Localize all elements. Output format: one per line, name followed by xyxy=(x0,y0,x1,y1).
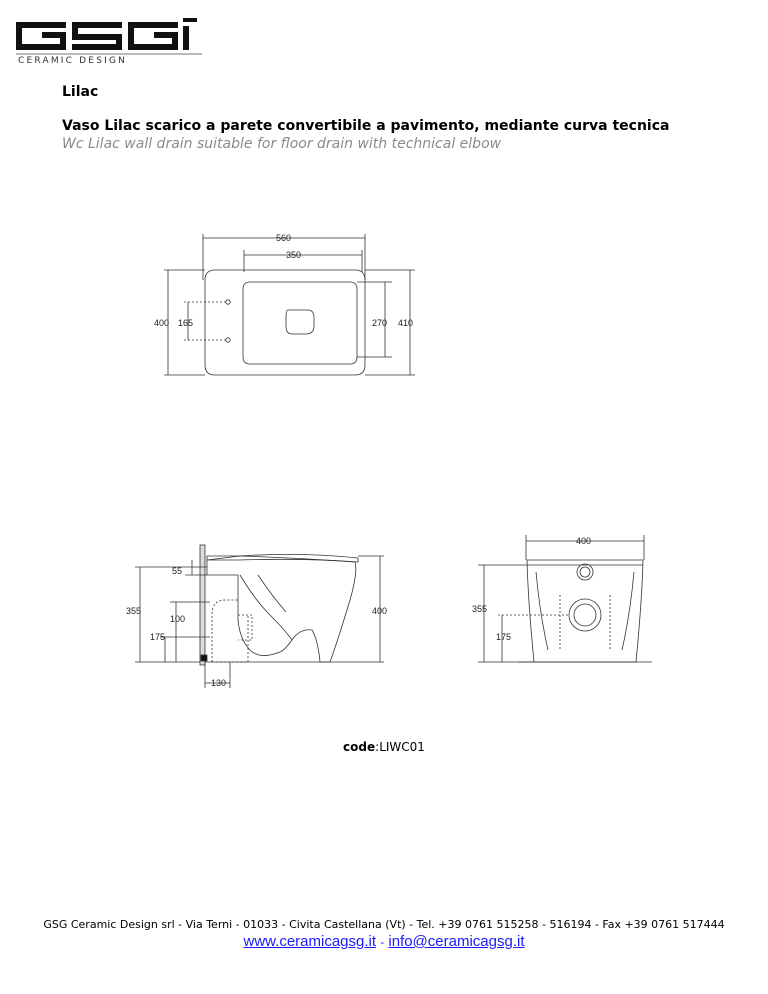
website-link[interactable]: www.ceramicagsg.it xyxy=(243,933,377,950)
logo-tagline: CERAMIC DESIGN xyxy=(18,56,128,64)
dim-top-410: 410 xyxy=(398,318,414,328)
footer-address: GSG Ceramic Design srl - Via Terni - 01033 - Civita Castellana (Vt) - Tel. +39 0761 515258 - 516194 - Fax +39 0761 517444 xyxy=(43,918,725,931)
front-view xyxy=(478,535,652,662)
dim-top-400: 400 xyxy=(154,318,170,328)
email-link[interactable]: info@ceramicagsg.it xyxy=(388,933,525,950)
dim-side-130: 130 xyxy=(211,678,227,688)
code-value: LIWC01 xyxy=(379,740,425,754)
dim-top-165: 165 xyxy=(178,318,194,328)
dim-side-175: 175 xyxy=(150,632,166,642)
dim-front-175: 175 xyxy=(496,632,512,642)
dim-top-270: 270 xyxy=(372,318,388,328)
product-name: Lilac xyxy=(62,84,99,100)
product-description-it: Vaso Lilac scarico a parete convertibile a pavimento, mediante curva tecnica xyxy=(62,118,670,134)
product-description-en: Wc Lilac wall drain suitable for floor drain with technical elbow xyxy=(62,136,502,152)
dim-top-350: 350 xyxy=(286,250,302,260)
dim-side-100: 100 xyxy=(170,614,186,624)
dim-top-560: 560 xyxy=(276,233,292,243)
code-label: code xyxy=(343,740,376,754)
dim-side-355: 355 xyxy=(126,606,142,616)
dim-side-400: 400 xyxy=(372,606,388,616)
dim-front-400: 400 xyxy=(576,536,592,546)
product-code xyxy=(0,740,768,754)
dim-front-355: 355 xyxy=(472,604,488,614)
dim-side-55: 55 xyxy=(172,566,183,576)
code-separator: : xyxy=(375,740,380,754)
links-separator: - xyxy=(380,935,385,949)
footer-links xyxy=(0,933,768,950)
